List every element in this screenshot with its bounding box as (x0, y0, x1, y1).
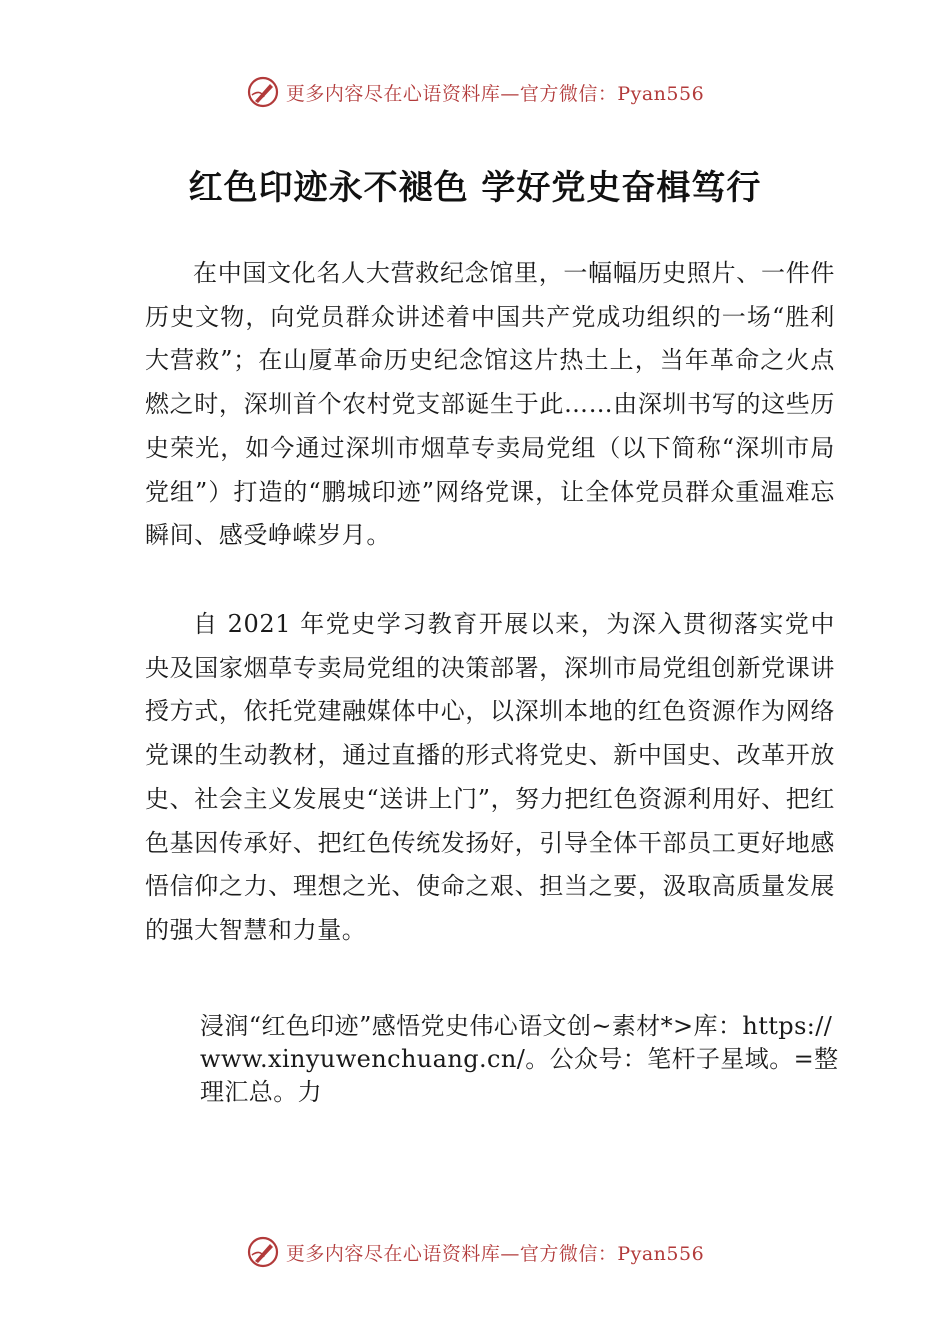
paragraph-1: 在中国文化名人大营救纪念馆里，一幅幅历史照片、一件件历史文物，向党员群众讲述着中国共产党成功组织的一场“胜利大营救”；在山厦革命历史纪念馆这片热土上，当年革命之火点燃之时，深圳首个农村党支部诞生于此……由深圳书写的这些历史荣光，如今通过深圳市烟草专卖局党组（以下简称“深圳市局党组”）打造的“鹏城印迹”网络党课，让全体党员群众重温难忘瞬间、感受峥嵘岁月。 (145, 259, 835, 550)
page-title: 红色印迹永不褪色 学好党史奋楫笃行 (188, 168, 762, 208)
footer-banner-text: 更多内容尽在心语资料库—官方微信：Pyan556 (285, 1242, 705, 1265)
paragraph-2: 自 2021 年党史学习教育开展以来，为深入贯彻落实党中央及国家烟草专卖局党组的决策部署，深圳市局党组创新党课讲授方式，依托党建融媒体中心，以深圳本地的红色资源作为网络党课的生动教材，通过直播的形式将党史、新中国史、改革开放史、社会主义发展史“送讲上门”，努力把红色资源利用好、把红色基因传承好、把红色传统发扬好，引导全体干部员工更好地感悟信仰之力、理想之光、使命之艰、担当之要，汲取高质量发展的强大智慧和力量。 (145, 610, 835, 944)
pen-circle-logo-icon (246, 1235, 280, 1269)
header-banner-text: 更多内容尽在心语资料库—官方微信：Pyan556 (285, 82, 705, 105)
pen-circle-logo-icon (246, 75, 280, 109)
header-banner (0, 72, 950, 112)
footer-banner (0, 1232, 950, 1272)
watermark-note: 浸润“红色印迹”感悟党史伟心语文创~素材*>库：https://www.xinyuwenchuang.cn/。公众号：笔杆子星域。=整理汇总。力 (200, 1012, 839, 1106)
